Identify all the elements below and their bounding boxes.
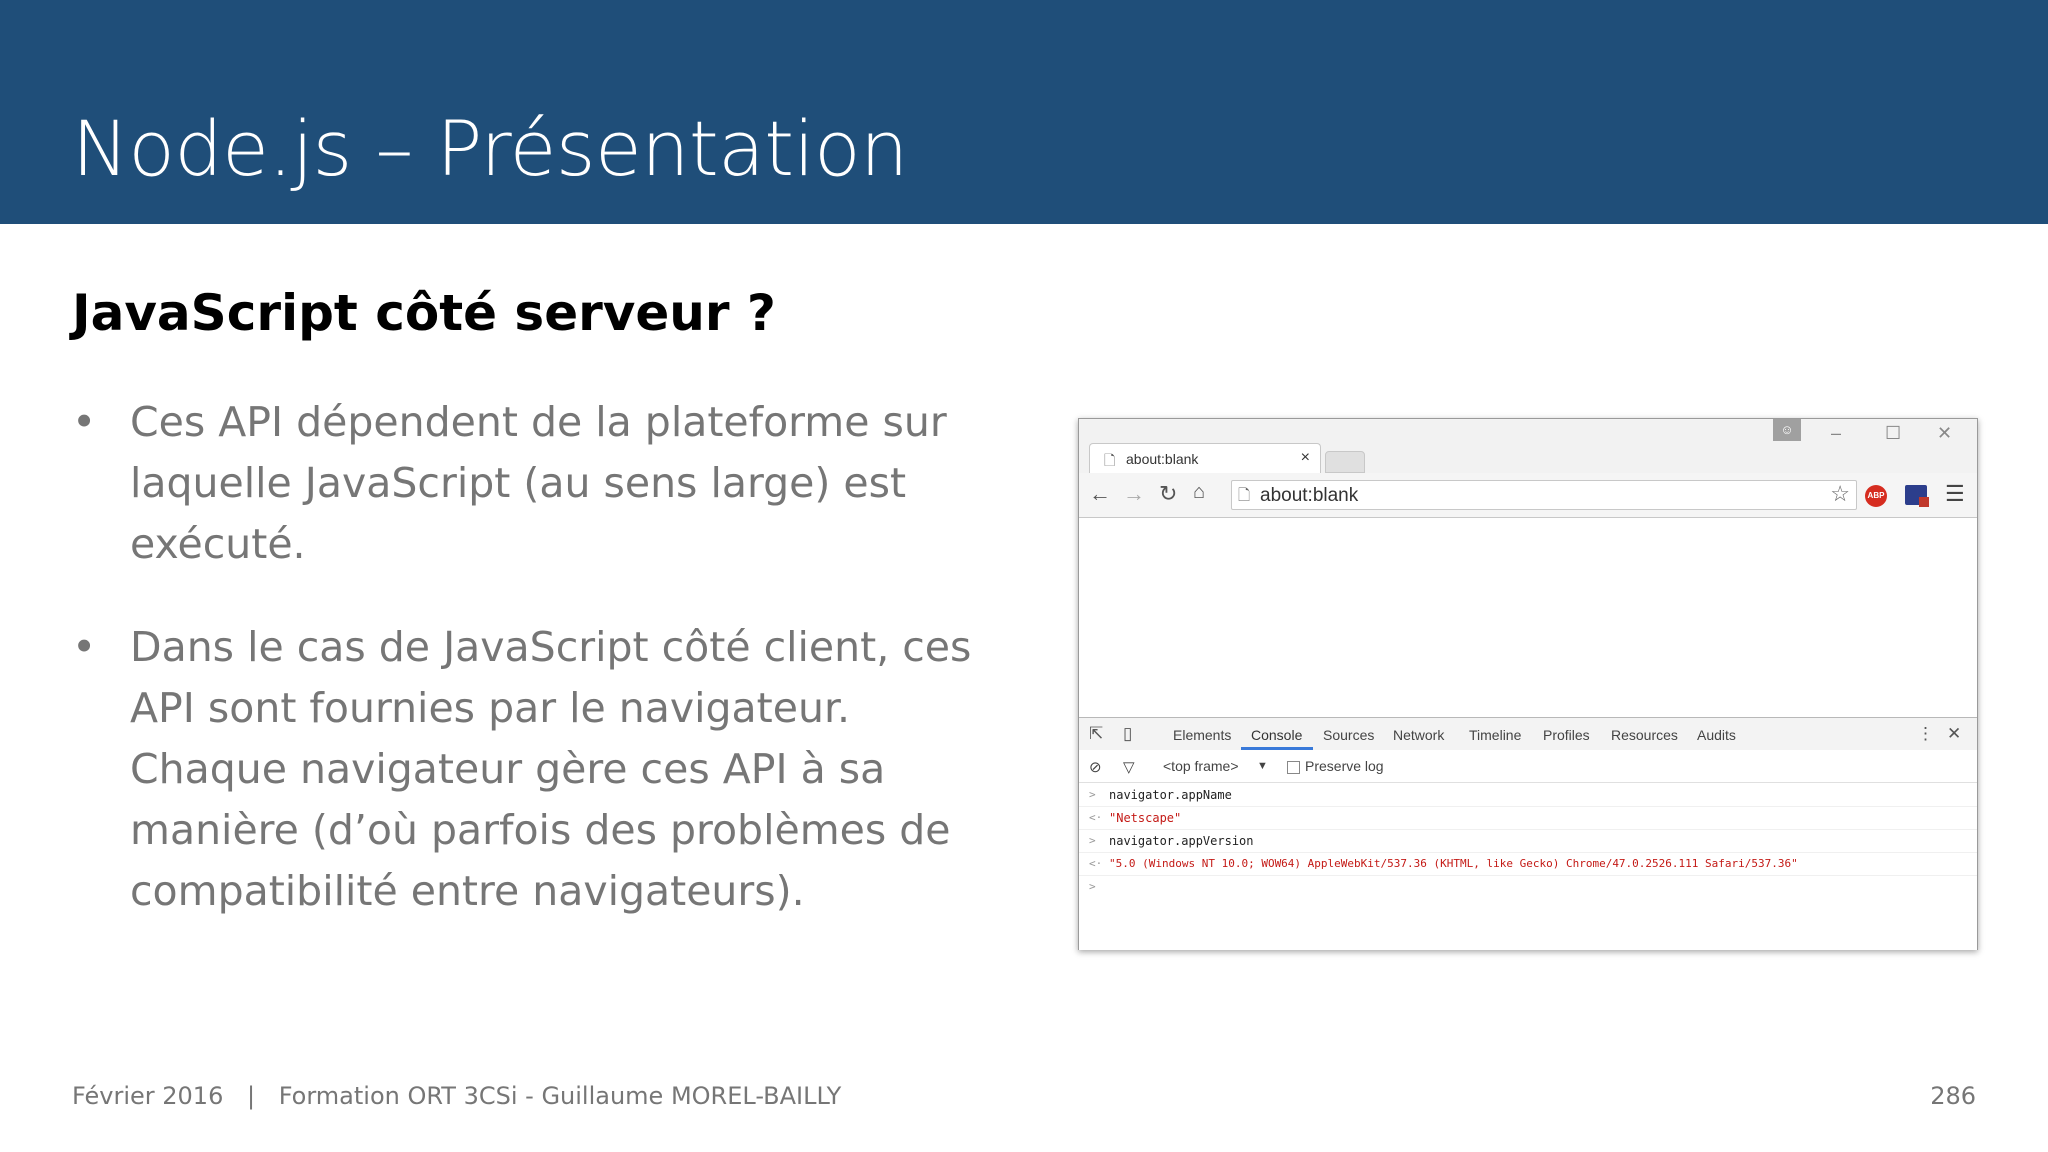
console-output <box>1079 784 1977 898</box>
browser-toolbar <box>1079 473 1977 518</box>
console-result: "Netscape" <box>1109 811 1182 825</box>
console-command: navigator.appVersion <box>1109 834 1254 848</box>
tab-title: about:blank <box>1126 451 1199 467</box>
filter-icon[interactable]: ▽ <box>1123 759 1135 776</box>
console-result: "5.0 (Windows NT 10.0; WOW64) AppleWebKit/537.36 (KHTML, like Gecko) Chrome/47.0.2526.111 Safari/537.36" <box>1109 857 1798 870</box>
menu-icon[interactable]: ☰ <box>1945 481 1965 506</box>
minimize-icon[interactable]: – <box>1831 423 1842 443</box>
bullet-text: Ces API dépendent de la plateforme sur laquelle JavaScript (au sens large) est exécuté. <box>130 398 947 568</box>
input-arrow-icon: > <box>1089 834 1096 847</box>
bullet-item <box>72 617 1012 922</box>
home-icon[interactable]: ⌂ <box>1193 481 1206 503</box>
preserve-log-label: Preserve log <box>1305 758 1384 774</box>
tab-profiles[interactable]: Profiles <box>1543 727 1590 743</box>
device-mode-icon[interactable]: ▯ <box>1123 724 1133 743</box>
bullet-dot: • <box>72 398 97 446</box>
back-icon[interactable]: ← <box>1089 481 1111 506</box>
console-line <box>1079 853 1977 876</box>
output-arrow-icon: <· <box>1089 811 1103 824</box>
browser-window-screenshot <box>1078 418 1978 950</box>
tab-console[interactable]: Console <box>1251 727 1303 743</box>
prompt-icon: > <box>1089 880 1096 893</box>
console-line <box>1079 830 1977 853</box>
address-text: about:blank <box>1260 485 1359 506</box>
adblock-icon[interactable]: ABP <box>1865 485 1887 507</box>
footer-date: Février 2016 <box>72 1082 224 1110</box>
bullet-item <box>72 392 1012 575</box>
slide-subtitle: JavaScript côté serveur ? <box>72 284 776 342</box>
console-command: navigator.appName <box>1109 788 1232 802</box>
forward-icon[interactable]: → <box>1123 481 1145 506</box>
tab-audits[interactable]: Audits <box>1697 727 1736 743</box>
footer-course: Formation ORT 3CSi - Guillaume MOREL-BAILLY <box>278 1082 842 1110</box>
address-bar[interactable] <box>1231 480 1857 510</box>
dropdown-arrow-icon[interactable]: ▼ <box>1257 760 1268 772</box>
page-icon: 🗋 <box>1238 487 1251 504</box>
slide-title: Node.js – Présentation <box>72 104 908 193</box>
devtools-tabbar <box>1079 718 1977 751</box>
tab-elements[interactable]: Elements <box>1173 727 1232 743</box>
slide-footer <box>72 1082 841 1110</box>
tab-close-icon[interactable]: × <box>1300 449 1310 466</box>
tab-resources[interactable]: Resources <box>1611 727 1678 743</box>
browser-tabstrip <box>1079 419 1977 473</box>
inspect-icon[interactable]: ⇱ <box>1089 724 1104 743</box>
output-arrow-icon: <· <box>1089 857 1103 870</box>
window-close-icon[interactable]: ✕ <box>1937 423 1953 443</box>
footer-separator: | <box>246 1082 256 1110</box>
input-arrow-icon: > <box>1089 788 1096 801</box>
frame-selector[interactable]: <top frame> <box>1163 758 1239 774</box>
console-line <box>1079 784 1977 807</box>
preserve-log-checkbox[interactable] <box>1287 761 1300 774</box>
extension-icon[interactable] <box>1905 485 1927 505</box>
new-tab-button[interactable] <box>1325 451 1365 473</box>
tab-timeline[interactable]: Timeline <box>1469 727 1522 743</box>
console-filterbar <box>1079 750 1977 783</box>
devtools-panel <box>1079 717 1977 950</box>
clear-console-icon[interactable]: ⊘ <box>1089 759 1102 776</box>
bullet-list <box>72 392 1012 964</box>
tab-network[interactable]: Network <box>1393 727 1445 743</box>
maximize-icon[interactable]: ☐ <box>1885 423 1902 443</box>
devtools-close-icon[interactable]: ✕ <box>1947 724 1962 743</box>
page-number: 286 <box>1930 1082 1976 1110</box>
console-prompt-line[interactable] <box>1079 876 1977 898</box>
tab-sources[interactable]: Sources <box>1323 727 1375 743</box>
console-line <box>1079 807 1977 830</box>
star-icon[interactable]: ☆ <box>1830 481 1850 506</box>
user-profile-icon[interactable]: ☺ <box>1773 419 1801 441</box>
page-icon: 🗋 <box>1104 452 1116 468</box>
reload-icon[interactable]: ↻ <box>1159 481 1178 506</box>
bullet-dot: • <box>72 623 97 671</box>
browser-tab[interactable] <box>1089 443 1321 474</box>
bullet-text: Dans le cas de JavaScript côté client, ces API sont fournies par le navigateur. Chaque navigateur gère ces API à sa manière (d’où parfois des problèmes de compatibilité entre navigateurs). <box>130 623 972 915</box>
more-options-icon[interactable]: ⋮ <box>1917 724 1934 743</box>
